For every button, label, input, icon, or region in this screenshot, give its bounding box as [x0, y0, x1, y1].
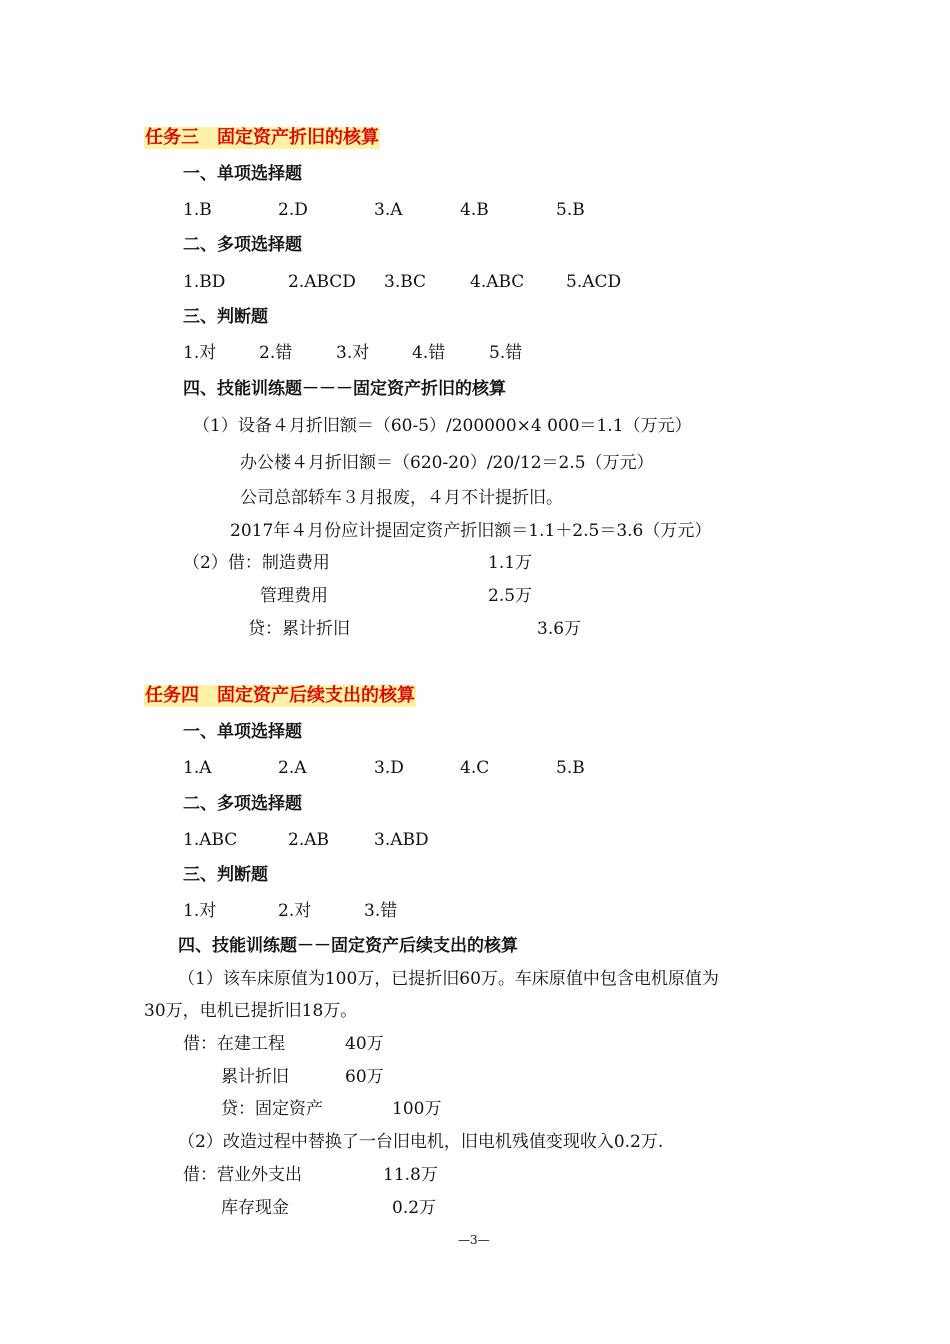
calc-line: 2017年４月份应计提固定资产折旧额＝1.1＋2.5＝3.6（万元） — [230, 521, 712, 541]
answer-item: 1.对 — [183, 343, 217, 363]
answer-item: 2.ABCD — [288, 272, 356, 292]
task3-multi-choice-heading: 二、多项选择题 — [183, 235, 302, 255]
answer-item: 1.BD — [183, 272, 226, 292]
answer-item: 5.B — [556, 200, 585, 220]
answer-item: 2.D — [278, 200, 308, 220]
journal-debit2-label: 库存现金 — [221, 1198, 289, 1218]
answer-item: 1.对 — [183, 901, 217, 921]
answer-item: 4.B — [460, 200, 489, 220]
paragraph-line: （2）改造过程中替换了一台旧电机，旧电机残值变现收入0.2万. — [178, 1132, 664, 1152]
page-number: —3— — [458, 1233, 490, 1247]
journal-debit2-amount: 2.5万 — [488, 586, 533, 606]
answer-item: 3.BC — [384, 272, 427, 292]
task4-title: 任务四 固定资产后续支出的核算 — [145, 685, 415, 706]
answer-item: 2.A — [278, 758, 307, 778]
answer-item: 2.对 — [278, 901, 312, 921]
journal-debit-amount: 40万 — [345, 1034, 384, 1054]
answer-item: 3.ABD — [374, 830, 429, 850]
journal-debit2-label: 累计折旧 — [221, 1067, 289, 1087]
answer-item: 5.B — [556, 758, 585, 778]
journal-debit-amount: 1.1万 — [488, 553, 533, 573]
paragraph-line: 30万，电机已提折旧18万。 — [144, 1001, 358, 1021]
journal-credit-label: 贷：累计折旧 — [248, 619, 350, 639]
journal-debit2-amount: 0.2万 — [392, 1198, 437, 1218]
answer-item: 1.A — [183, 758, 212, 778]
task4-true-false-heading: 三、判断题 — [183, 865, 268, 885]
journal-credit-amount: 3.6万 — [537, 619, 582, 639]
answer-item: 3.A — [374, 200, 403, 220]
answer-item: 2.错 — [259, 343, 293, 363]
journal-credit-amount: 100万 — [392, 1099, 442, 1119]
answer-item: 3.对 — [336, 343, 370, 363]
journal-debit2-label: 管理费用 — [260, 586, 328, 606]
answer-item: 3.D — [374, 758, 404, 778]
journal-credit-label: 贷：固定资产 — [221, 1099, 323, 1119]
journal-debit-label: （2）借：制造费用 — [183, 553, 330, 573]
task3-title: 任务三 固定资产折旧的核算 — [145, 127, 379, 148]
answer-item: 4.错 — [412, 343, 446, 363]
journal-debit2-amount: 60万 — [345, 1067, 384, 1087]
journal-debit-label: 借：在建工程 — [183, 1034, 285, 1054]
task3-skill-heading: 四、技能训练题－－－固定资产折旧的核算 — [183, 379, 506, 399]
answer-item: 4.ABC — [470, 272, 525, 292]
answer-item: 5.ACD — [566, 272, 622, 292]
task3-single-choice-heading: 一、单项选择题 — [183, 164, 302, 184]
calc-line: （1）设备４月折旧额＝（60-5）/200000×4 000＝1.1（万元） — [193, 416, 692, 436]
answer-item: 1.B — [183, 200, 212, 220]
paragraph-line: （1）该车床原值为100万，已提折旧60万。车床原值中包含电机原值为 — [178, 969, 719, 989]
calc-line: 公司总部轿车３月报废，４月不计提折旧。 — [240, 488, 563, 508]
answer-item: 3.错 — [364, 901, 398, 921]
task4-multi-choice-heading: 二、多项选择题 — [183, 794, 302, 814]
task4-skill-heading: 四、技能训练题－－固定资产后续支出的核算 — [178, 936, 518, 956]
answer-item: 4.C — [460, 758, 490, 778]
task3-true-false-heading: 三、判断题 — [183, 307, 268, 327]
answer-item: 1.ABC — [183, 830, 238, 850]
task4-single-choice-heading: 一、单项选择题 — [183, 722, 302, 742]
journal-debit-label: 借：营业外支出 — [183, 1165, 302, 1185]
answer-item: 2.AB — [288, 830, 329, 850]
calc-line: 办公楼４月折旧额＝（620-20）/20/12＝2.5（万元） — [240, 453, 654, 473]
journal-debit-amount: 11.8万 — [383, 1165, 438, 1185]
answer-item: 5.错 — [489, 343, 523, 363]
